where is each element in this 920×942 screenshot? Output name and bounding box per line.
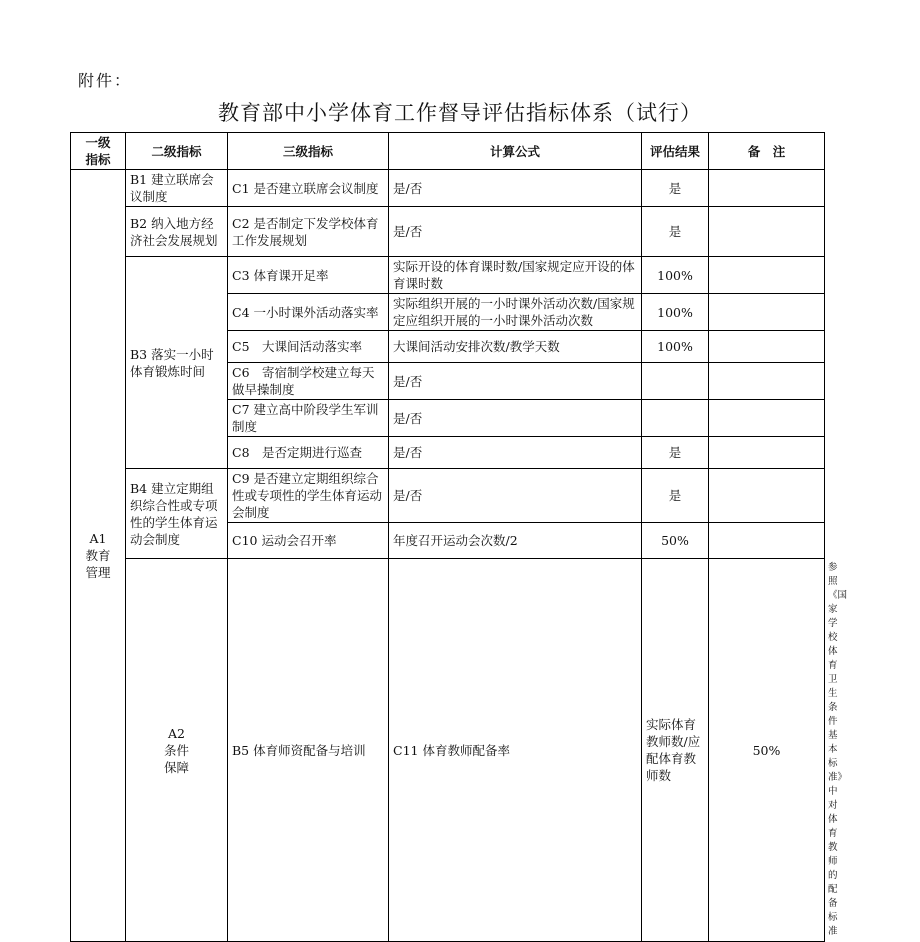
note-cell bbox=[709, 331, 825, 363]
result-cell: 是 bbox=[642, 170, 709, 207]
level3-cell: C3 体育课开足率 bbox=[228, 257, 389, 294]
table-row bbox=[71, 207, 825, 257]
result-cell: 是 bbox=[642, 469, 709, 523]
formula-cell: 是/否 bbox=[389, 469, 642, 523]
table-row bbox=[71, 170, 825, 207]
header-level3: 三级指标 bbox=[228, 133, 389, 170]
result-cell bbox=[642, 400, 709, 437]
result-cell: 100% bbox=[642, 294, 709, 331]
level2-cell: B2 纳入地方经济社会发展规划 bbox=[126, 207, 228, 257]
note-cell bbox=[709, 363, 825, 400]
table-row bbox=[71, 469, 825, 523]
level3-cell: C5 大课间活动落实率 bbox=[228, 331, 389, 363]
level3-cell: C6 寄宿制学校建立每天做早操制度 bbox=[228, 363, 389, 400]
indicator-table bbox=[70, 132, 848, 942]
header-level2: 二级指标 bbox=[126, 133, 228, 170]
level1-a2: A2 条件 保障 bbox=[126, 559, 228, 942]
result-cell: 是 bbox=[642, 207, 709, 257]
formula-cell: 大课间活动安排次数/教学天数 bbox=[389, 331, 642, 363]
note-cell bbox=[709, 170, 825, 207]
level3-cell: C1 是否建立联席会议制度 bbox=[228, 170, 389, 207]
result-cell: 50% bbox=[642, 523, 709, 559]
result-cell: 100% bbox=[642, 331, 709, 363]
level2-cell: B3 落实一小时体育锻炼时间 bbox=[126, 257, 228, 469]
header-level1: 一级 指标 bbox=[71, 133, 126, 170]
formula-cell: 是/否 bbox=[389, 363, 642, 400]
formula-cell: 年度召开运动会次数/2 bbox=[389, 523, 642, 559]
header-result: 评估结果 bbox=[642, 133, 709, 170]
formula-cell: 是/否 bbox=[389, 207, 642, 257]
result-cell: 50% bbox=[709, 559, 825, 942]
table-row bbox=[71, 257, 825, 294]
level3-cell: C4 一小时课外活动落实率 bbox=[228, 294, 389, 331]
formula-cell: 是/否 bbox=[389, 437, 642, 469]
note-cell bbox=[709, 294, 825, 331]
table-row: A2 条件 保障 B5 体育师资配备与培训 C11 体育教师配备率 实际体育教师数/应配体育教师数 50% 参照《国家学校体育卫生条件基本标准》 中对体育教师的配备标准 bbox=[71, 559, 825, 942]
note-cell bbox=[709, 400, 825, 437]
level2-cell: B4 建立定期组织综合性或专项性的学生体育运动会制度 bbox=[126, 469, 228, 559]
note-cell bbox=[709, 469, 825, 523]
level3-cell: C7 建立高中阶段学生军训制度 bbox=[228, 400, 389, 437]
result-cell: 100% bbox=[642, 257, 709, 294]
note-cell bbox=[709, 523, 825, 559]
level3-cell: C11 体育教师配备率 bbox=[389, 559, 642, 942]
note-cell bbox=[709, 437, 825, 469]
level1-a1: A1 教育 管理 bbox=[71, 170, 126, 942]
header-note: 备 注 bbox=[709, 133, 825, 170]
level2-cell: B5 体育师资配备与培训 bbox=[228, 559, 389, 942]
formula-cell: 是/否 bbox=[389, 400, 642, 437]
level3-cell: C10 运动会召开率 bbox=[228, 523, 389, 559]
formula-cell: 实际组织开展的一小时课外活动次数/国家规定应组织开展的一小时课外活动次数 bbox=[389, 294, 642, 331]
note-cell bbox=[709, 207, 825, 257]
document-title: 教育部中小学体育工作督导评估指标体系（试行） bbox=[218, 101, 702, 125]
level3-cell: C8 是否定期进行巡查 bbox=[228, 437, 389, 469]
header-formula: 计算公式 bbox=[389, 133, 642, 170]
note-cell bbox=[709, 257, 825, 294]
table-header-row bbox=[71, 133, 825, 170]
attachment-label: 附件： bbox=[78, 71, 133, 90]
formula-cell: 实际体育教师数/应配体育教师数 bbox=[642, 559, 709, 942]
result-cell: 是 bbox=[642, 437, 709, 469]
level2-cell: B1 建立联席会议制度 bbox=[126, 170, 228, 207]
formula-cell: 是/否 bbox=[389, 170, 642, 207]
formula-cell: 实际开设的体育课时数/国家规定应开设的体育课时数 bbox=[389, 257, 642, 294]
result-cell bbox=[642, 363, 709, 400]
level3-cell: C2 是否制定下发学校体育工作发展规划 bbox=[228, 207, 389, 257]
level3-cell: C9 是否建立定期组织综合性或专项性的学生体育运动会制度 bbox=[228, 469, 389, 523]
